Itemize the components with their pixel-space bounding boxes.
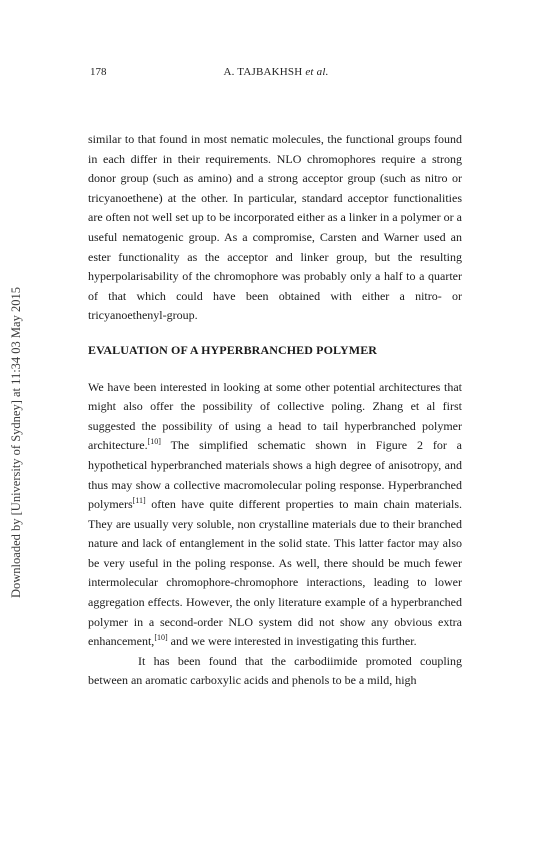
author-suffix: et al. bbox=[305, 66, 329, 78]
paragraph-2-part-3: often have quite different properties to main chain materials. They are usually very soluble, non crystalline materials due to their branched nature and lack of entanglement in the solid state. This latter factor may also be very useful in the poling response. As well, there should be much fewer intermolecular chromophore-chromophore interactions, leading to lower aggregation effects. However, the only literature example of a hyperbranched polymer in a second-order NLO system did not show any obvious extra enhancement, bbox=[88, 497, 462, 649]
paragraph-1: similar to that found in most nematic molecules, the functional groups found in each differ in their requirements. NLO chromophores require a strong donor group (such as amino) and a strong acceptor group (such as nitro or tricyanoethene) at the other. In particular, standard acceptor functionalities are often not well set up to be incorporated either as a linker in a polymer or a useful nematogenic group. As a compromise, Carsten and Warner used an ester functionality as the acceptor and linker group, but the resulting hyperpolarisability of the chromophore was probably only a half to a quarter of that which could have been obtained with either a nitro- or tricyanoethenyl-group. bbox=[88, 132, 462, 323]
body-text bbox=[88, 130, 462, 691]
running-header bbox=[90, 66, 462, 82]
citation-10-second: [10] bbox=[154, 633, 168, 643]
paragraph-2-part-2: The simplified schematic shown in Figure 2 for a hypothetical hyperbranched materials shows a high degree of anisotropy, and thus may show a collective macromolecular poling response. Hyperbranched polymers bbox=[88, 438, 462, 512]
paragraph-2 bbox=[88, 378, 462, 652]
section-heading: EVALUATION OF A HYPERBRANCHED POLYMER bbox=[88, 342, 378, 357]
citation-11: [11] bbox=[132, 496, 146, 506]
citation-10: [10] bbox=[147, 437, 161, 447]
paragraph-2-part-4: and we were interested in investigating this further. bbox=[167, 634, 417, 649]
running-head bbox=[90, 66, 462, 78]
page-number: 178 bbox=[90, 66, 107, 78]
paragraph-3: It has been found that the carbodiimide promoted coupling between an aromatic carboxylic acids and phenols to be a mild, high bbox=[88, 653, 462, 688]
paragraph-2-part-1: We have been interested in looking at some other potential architectures that might also offer the possibility of collective poling. Zhang et al first suggested the possibility of using a head to tail hyperbranched polymer architecture. bbox=[88, 379, 462, 453]
author-name: A. TAJBAKHSH bbox=[223, 66, 303, 78]
download-watermark: Downloaded by [University of Sydney] at 11:34 03 May 2015 bbox=[9, 287, 23, 598]
